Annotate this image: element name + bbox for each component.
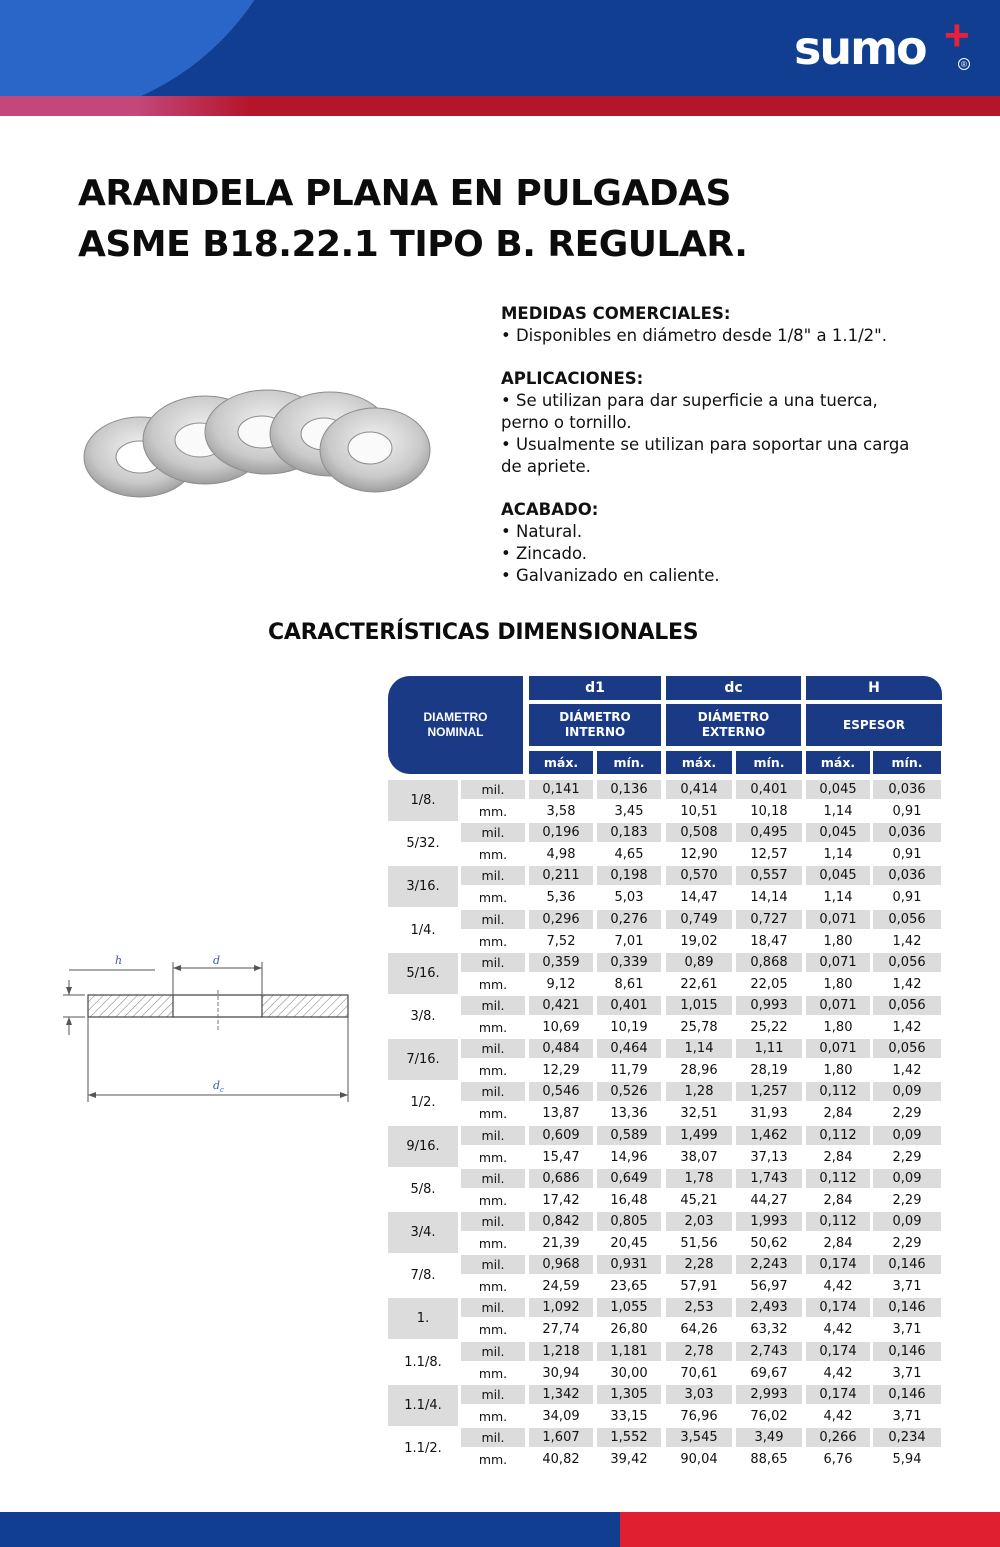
unit-cell: mil. — [461, 910, 525, 929]
nominal-size-cell: 1/4. — [410, 923, 436, 938]
value-cell: 0,484 — [529, 1039, 593, 1058]
group-name-header: ESPESOR — [806, 704, 942, 746]
value-cell: 37,13 — [750, 1150, 788, 1165]
nominal-size-cell: 1.1/8. — [404, 1355, 442, 1370]
value-cell: 1,14 — [823, 847, 853, 862]
value-cell: 2,29 — [892, 1236, 922, 1251]
value-cell: 14,14 — [750, 890, 788, 905]
value-cell: 69,67 — [750, 1366, 788, 1381]
value-cell: 26,80 — [610, 1322, 648, 1337]
unit-cell: mm. — [478, 1150, 508, 1165]
value-cell: 0,234 — [873, 1428, 941, 1447]
value-cell: 2,84 — [823, 1150, 853, 1165]
aplicaciones-line: de apriete. — [501, 457, 591, 476]
value-cell: 12,57 — [750, 847, 788, 862]
value-cell: 0,146 — [873, 1298, 941, 1317]
value-cell: 4,42 — [823, 1409, 853, 1424]
unit-cell: mm. — [478, 977, 508, 992]
value-cell: 0,112 — [806, 1212, 870, 1231]
unit-cell: mil. — [461, 1039, 525, 1058]
value-cell: 10,19 — [610, 1020, 648, 1035]
value-cell: 1,257 — [736, 1082, 802, 1101]
value-cell: 0,557 — [736, 866, 802, 885]
value-cell: 0,968 — [529, 1255, 593, 1274]
value-cell: 1,14 — [823, 804, 853, 819]
value-cell: 30,00 — [610, 1366, 648, 1381]
unit-cell: mil. — [461, 1385, 525, 1404]
page-title — [78, 168, 878, 270]
min-column-header: mín. — [736, 751, 802, 774]
value-cell: 20,45 — [610, 1236, 648, 1251]
value-cell: 1,11 — [736, 1039, 802, 1058]
value-cell: 0,464 — [597, 1039, 661, 1058]
footer-red-band — [620, 1512, 1000, 1547]
value-cell: 33,15 — [610, 1409, 648, 1424]
unit-cell: mil. — [461, 780, 525, 799]
product-info — [501, 303, 941, 608]
value-cell: 3,58 — [546, 804, 576, 819]
brand-name: sumo — [794, 21, 926, 75]
value-cell: 1,14 — [823, 890, 853, 905]
value-cell: 0,174 — [806, 1342, 870, 1361]
registered-icon: ® — [958, 58, 970, 70]
nominal-size-cell: 7/16. — [388, 1039, 458, 1080]
value-cell: 0,296 — [529, 910, 593, 929]
aplicaciones-line: perno o tornillo. — [501, 413, 632, 432]
value-cell: 45,21 — [680, 1193, 718, 1208]
value-cell: 1,42 — [892, 934, 922, 949]
value-cell: 0,266 — [806, 1428, 870, 1447]
value-cell: 10,18 — [750, 804, 788, 819]
value-cell: 0,931 — [597, 1255, 661, 1274]
unit-cell: mm. — [478, 1366, 508, 1381]
nominal-size-cell: 1.1/4. — [388, 1385, 458, 1426]
value-cell: 18,47 — [750, 934, 788, 949]
medidas-section — [501, 303, 941, 347]
value-cell: 0,546 — [529, 1082, 593, 1101]
aplicaciones-heading: APLICACIONES: — [501, 369, 644, 388]
value-cell: 0,727 — [736, 910, 802, 929]
value-cell: 0,045 — [806, 823, 870, 842]
unit-cell: mil. — [461, 1212, 525, 1231]
value-cell: 0,198 — [597, 866, 661, 885]
value-cell: 0,045 — [806, 780, 870, 799]
nominal-size-cell: 1. — [388, 1298, 458, 1339]
value-cell: 38,07 — [680, 1150, 718, 1165]
value-cell: 32,51 — [680, 1106, 718, 1121]
unit-cell: mm. — [478, 1020, 508, 1035]
value-cell: 28,96 — [680, 1063, 718, 1078]
value-cell: 1,80 — [823, 1063, 853, 1078]
value-cell: 0,401 — [736, 780, 802, 799]
value-cell: 2,993 — [736, 1385, 802, 1404]
value-cell: 0,339 — [597, 953, 661, 972]
unit-cell: mil. — [461, 1255, 525, 1274]
value-cell: 0,89 — [666, 953, 732, 972]
value-cell: 1,80 — [823, 934, 853, 949]
value-cell: 0,401 — [597, 996, 661, 1015]
nominal-size-cell: 9/16. — [388, 1126, 458, 1167]
value-cell: 0,570 — [666, 866, 732, 885]
group-name-header: DIÁMETRO EXTERNO — [666, 704, 801, 746]
footer-blue-band — [0, 1512, 620, 1547]
value-cell: 1,993 — [736, 1212, 802, 1231]
value-cell: 11,79 — [610, 1063, 648, 1078]
value-cell: 0,146 — [873, 1255, 941, 1274]
unit-cell: mil. — [461, 866, 525, 885]
value-cell: 5,94 — [892, 1452, 922, 1467]
value-cell: 0,589 — [597, 1126, 661, 1145]
value-cell: 0,056 — [873, 953, 941, 972]
unit-cell: mm. — [478, 1236, 508, 1251]
min-column-header: mín. — [597, 751, 661, 774]
min-column-header: mín. — [873, 751, 941, 774]
unit-cell: mil. — [461, 953, 525, 972]
value-cell: 40,82 — [542, 1452, 580, 1467]
value-cell: 0,036 — [873, 866, 941, 885]
value-cell: 22,05 — [750, 977, 788, 992]
value-cell: 0,183 — [597, 823, 661, 842]
nominal-size-cell: 1.1/2. — [404, 1441, 442, 1456]
section-title: CARACTERÍSTICAS DIMENSIONALES — [268, 620, 699, 645]
acabado-section — [501, 499, 941, 587]
value-cell: 12,29 — [542, 1063, 580, 1078]
unit-cell: mil. — [461, 1342, 525, 1361]
medidas-line: • Disponibles en diámetro desde 1/8" a 1.1/2". — [501, 326, 887, 345]
value-cell: 23,65 — [610, 1279, 648, 1294]
value-cell: 0,071 — [806, 996, 870, 1015]
value-cell: 5,03 — [614, 890, 644, 905]
value-cell: 2,29 — [892, 1193, 922, 1208]
unit-cell: mil. — [461, 1428, 525, 1447]
value-cell: 90,04 — [680, 1452, 718, 1467]
value-cell: 0,91 — [892, 847, 922, 862]
value-cell: 0,495 — [736, 823, 802, 842]
value-cell: 1,499 — [666, 1126, 732, 1145]
value-cell: 5,36 — [546, 890, 576, 905]
value-cell: 0,146 — [873, 1385, 941, 1404]
value-cell: 0,071 — [806, 953, 870, 972]
value-cell: 1,28 — [666, 1082, 732, 1101]
nominal-size-cell: 1/8. — [388, 780, 458, 821]
value-cell: 76,02 — [750, 1409, 788, 1424]
value-cell: 0,09 — [873, 1212, 941, 1231]
value-cell: 0,071 — [806, 910, 870, 929]
brand-logo[interactable] — [794, 11, 974, 75]
value-cell: 14,96 — [610, 1150, 648, 1165]
value-cell: 50,62 — [750, 1236, 788, 1251]
value-cell: 3,71 — [892, 1409, 922, 1424]
h-label: h — [115, 954, 123, 967]
unit-cell: mm. — [478, 847, 508, 862]
value-cell: 1,42 — [892, 1020, 922, 1035]
medidas-heading: MEDIDAS COMERCIALES: — [501, 304, 731, 323]
value-cell: 1,42 — [892, 977, 922, 992]
value-cell: 2,78 — [666, 1342, 732, 1361]
washers-image — [80, 380, 450, 510]
value-cell: 2,29 — [892, 1150, 922, 1165]
value-cell: 30,94 — [542, 1366, 580, 1381]
value-cell: 64,26 — [680, 1322, 718, 1337]
value-cell: 0,993 — [736, 996, 802, 1015]
value-cell: 28,19 — [750, 1063, 788, 1078]
nominal-size-cell: 3/16. — [388, 866, 458, 907]
value-cell: 70,61 — [680, 1366, 718, 1381]
aplicaciones-line: • Usualmente se utilizan para soportar una carga — [501, 435, 910, 454]
brand-plus-icon: + — [944, 11, 970, 60]
value-cell: 3,71 — [892, 1279, 922, 1294]
nominal-size-cell: 3/4. — [388, 1212, 458, 1253]
value-cell: 7,52 — [546, 934, 576, 949]
value-cell: 1,78 — [666, 1169, 732, 1188]
unit-cell: mm. — [478, 890, 508, 905]
nominal-size-cell: 3/8. — [410, 1009, 436, 1024]
dc-label: $d_c$ — [213, 1079, 224, 1094]
value-cell: 63,32 — [750, 1322, 788, 1337]
value-cell: 14,47 — [680, 890, 718, 905]
value-cell: 0,056 — [873, 1039, 941, 1058]
value-cell: 16,48 — [610, 1193, 648, 1208]
value-cell: 4,65 — [614, 847, 644, 862]
value-cell: 2,493 — [736, 1298, 802, 1317]
value-cell: 2,29 — [892, 1106, 922, 1121]
acabado-line: • Galvanizado en caliente. — [501, 566, 720, 585]
value-cell: 0,805 — [597, 1212, 661, 1231]
group-name-header: DIÁMETRO INTERNO — [529, 704, 661, 746]
unit-cell: mm. — [478, 1193, 508, 1208]
value-cell: 1,80 — [823, 1020, 853, 1035]
value-cell: 0,056 — [873, 996, 941, 1015]
value-cell: 4,42 — [823, 1366, 853, 1381]
acabado-heading: ACABADO: — [501, 500, 599, 519]
value-cell: 25,78 — [680, 1020, 718, 1035]
value-cell: 2,84 — [823, 1106, 853, 1121]
value-cell: 34,09 — [542, 1409, 580, 1424]
title-line-1: ARANDELA PLANA EN PULGADAS — [78, 173, 731, 214]
value-cell: 39,42 — [610, 1452, 648, 1467]
value-cell: 0,112 — [806, 1169, 870, 1188]
value-cell: 3,545 — [666, 1428, 732, 1447]
unit-cell: mm. — [478, 1322, 508, 1337]
value-cell: 0,036 — [873, 780, 941, 799]
value-cell: 1,607 — [529, 1428, 593, 1447]
acabado-line: • Natural. — [501, 522, 583, 541]
value-cell: 15,47 — [542, 1150, 580, 1165]
value-cell: 8,61 — [614, 977, 644, 992]
value-cell: 1,80 — [823, 977, 853, 992]
value-cell: 0,045 — [806, 866, 870, 885]
value-cell: 0,91 — [892, 890, 922, 905]
value-cell: 7,01 — [614, 934, 644, 949]
value-cell: 4,42 — [823, 1279, 853, 1294]
aplicaciones-section — [501, 368, 941, 478]
nominal-size-cell: 5/32. — [406, 836, 440, 851]
value-cell: 0,609 — [529, 1126, 593, 1145]
value-cell: 0,036 — [873, 823, 941, 842]
value-cell: 1,055 — [597, 1298, 661, 1317]
value-cell: 0,09 — [873, 1126, 941, 1145]
value-cell: 10,69 — [542, 1020, 580, 1035]
value-cell: 22,61 — [680, 977, 718, 992]
unit-cell: mm. — [478, 1452, 508, 1467]
washer-cross-section-diagram — [55, 950, 355, 1110]
aplicaciones-line: • Se utilizan para dar superficie a una tuerca, — [501, 391, 878, 410]
value-cell: 13,36 — [610, 1106, 648, 1121]
value-cell: 51,56 — [680, 1236, 718, 1251]
value-cell: 2,243 — [736, 1255, 802, 1274]
value-cell: 9,12 — [546, 977, 576, 992]
d-label: d — [213, 954, 221, 967]
value-cell: 0,056 — [873, 910, 941, 929]
value-cell: 1,342 — [529, 1385, 593, 1404]
value-cell: 10,51 — [680, 804, 718, 819]
unit-cell: mil. — [461, 1126, 525, 1145]
value-cell: 25,22 — [750, 1020, 788, 1035]
value-cell: 0,526 — [597, 1082, 661, 1101]
value-cell: 3,45 — [614, 804, 644, 819]
value-cell: 76,96 — [680, 1409, 718, 1424]
value-cell: 4,42 — [823, 1322, 853, 1337]
unit-cell: mm. — [478, 1106, 508, 1121]
title-line-2: ASME B18.22.1 TIPO B. REGULAR. — [78, 224, 748, 265]
nominal-size-cell: 5/8. — [410, 1182, 436, 1197]
value-cell: 0,749 — [666, 910, 732, 929]
value-cell: 24,59 — [542, 1279, 580, 1294]
value-cell: 0,174 — [806, 1255, 870, 1274]
max-column-header: máx. — [529, 751, 593, 774]
value-cell: 0,09 — [873, 1082, 941, 1101]
value-cell: 2,743 — [736, 1342, 802, 1361]
value-cell: 3,03 — [666, 1385, 732, 1404]
value-cell: 0,508 — [666, 823, 732, 842]
unit-cell: mm. — [478, 1409, 508, 1424]
unit-cell: mm. — [478, 1063, 508, 1078]
value-cell: 0,842 — [529, 1212, 593, 1231]
nominal-size-cell: 5/16. — [388, 953, 458, 994]
value-cell: 0,421 — [529, 996, 593, 1015]
nominal-size-cell: 1/2. — [410, 1095, 436, 1110]
value-cell: 1,218 — [529, 1342, 593, 1361]
value-cell: 44,27 — [750, 1193, 788, 1208]
value-cell: 2,84 — [823, 1193, 853, 1208]
value-cell: 0,649 — [597, 1169, 661, 1188]
value-cell: 2,28 — [666, 1255, 732, 1274]
value-cell: 13,87 — [542, 1106, 580, 1121]
value-cell: 0,211 — [529, 866, 593, 885]
value-cell: 1,181 — [597, 1342, 661, 1361]
value-cell: 27,74 — [542, 1322, 580, 1337]
value-cell: 0,414 — [666, 780, 732, 799]
value-cell: 19,02 — [680, 934, 718, 949]
value-cell: 2,53 — [666, 1298, 732, 1317]
unit-cell: mil. — [461, 823, 525, 842]
nominal-size-cell: 7/8. — [410, 1268, 436, 1283]
value-cell: 2,03 — [666, 1212, 732, 1231]
acabado-line: • Zincado. — [501, 544, 588, 563]
value-cell: 6,76 — [823, 1452, 853, 1467]
value-cell: 0,09 — [873, 1169, 941, 1188]
value-cell: 0,141 — [529, 780, 593, 799]
unit-cell: mil. — [461, 1298, 525, 1317]
value-cell: 0,071 — [806, 1039, 870, 1058]
value-cell: 0,686 — [529, 1169, 593, 1188]
value-cell: 21,39 — [542, 1236, 580, 1251]
value-cell: 0,359 — [529, 953, 593, 972]
value-cell: 0,112 — [806, 1082, 870, 1101]
value-cell: 3,71 — [892, 1322, 922, 1337]
value-cell: 88,65 — [750, 1452, 788, 1467]
value-cell: 1,42 — [892, 1063, 922, 1078]
group-symbol-header: H — [806, 676, 942, 700]
unit-cell: mil. — [461, 1169, 525, 1188]
unit-cell: mm. — [478, 804, 508, 819]
value-cell: 0,196 — [529, 823, 593, 842]
value-cell: 0,174 — [806, 1298, 870, 1317]
group-symbol-header: dc — [666, 676, 801, 700]
value-cell: 31,93 — [750, 1106, 788, 1121]
unit-cell: mil. — [461, 996, 525, 1015]
value-cell: 1,14 — [666, 1039, 732, 1058]
max-column-header: máx. — [806, 751, 870, 774]
group-symbol-header: d1 — [529, 676, 661, 700]
value-cell: 4,98 — [546, 847, 576, 862]
value-cell: 0,91 — [892, 804, 922, 819]
value-cell: 1,092 — [529, 1298, 593, 1317]
value-cell: 2,84 — [823, 1236, 853, 1251]
value-cell: 0,136 — [597, 780, 661, 799]
value-cell: 3,71 — [892, 1366, 922, 1381]
value-cell: 1,305 — [597, 1385, 661, 1404]
washer-5 — [320, 408, 430, 492]
value-cell: 0,146 — [873, 1342, 941, 1361]
value-cell: 0,868 — [736, 953, 802, 972]
value-cell: 1,743 — [736, 1169, 802, 1188]
value-cell: 1,462 — [736, 1126, 802, 1145]
value-cell: 56,97 — [750, 1279, 788, 1294]
value-cell: 57,91 — [680, 1279, 718, 1294]
value-cell: 0,112 — [806, 1126, 870, 1145]
unit-cell: mm. — [478, 934, 508, 949]
nominal-diameter-header: DIAMETRO NOMINAL — [388, 676, 523, 774]
value-cell: 1,015 — [666, 996, 732, 1015]
max-column-header: máx. — [666, 751, 732, 774]
header-pink-stripe — [0, 96, 250, 116]
value-cell: 0,276 — [597, 910, 661, 929]
unit-cell: mil. — [461, 1082, 525, 1101]
value-cell: 12,90 — [680, 847, 718, 862]
value-cell: 1,552 — [597, 1428, 661, 1447]
value-cell: 0,174 — [806, 1385, 870, 1404]
unit-cell: mm. — [478, 1279, 508, 1294]
value-cell: 3,49 — [736, 1428, 802, 1447]
value-cell: 17,42 — [542, 1193, 580, 1208]
